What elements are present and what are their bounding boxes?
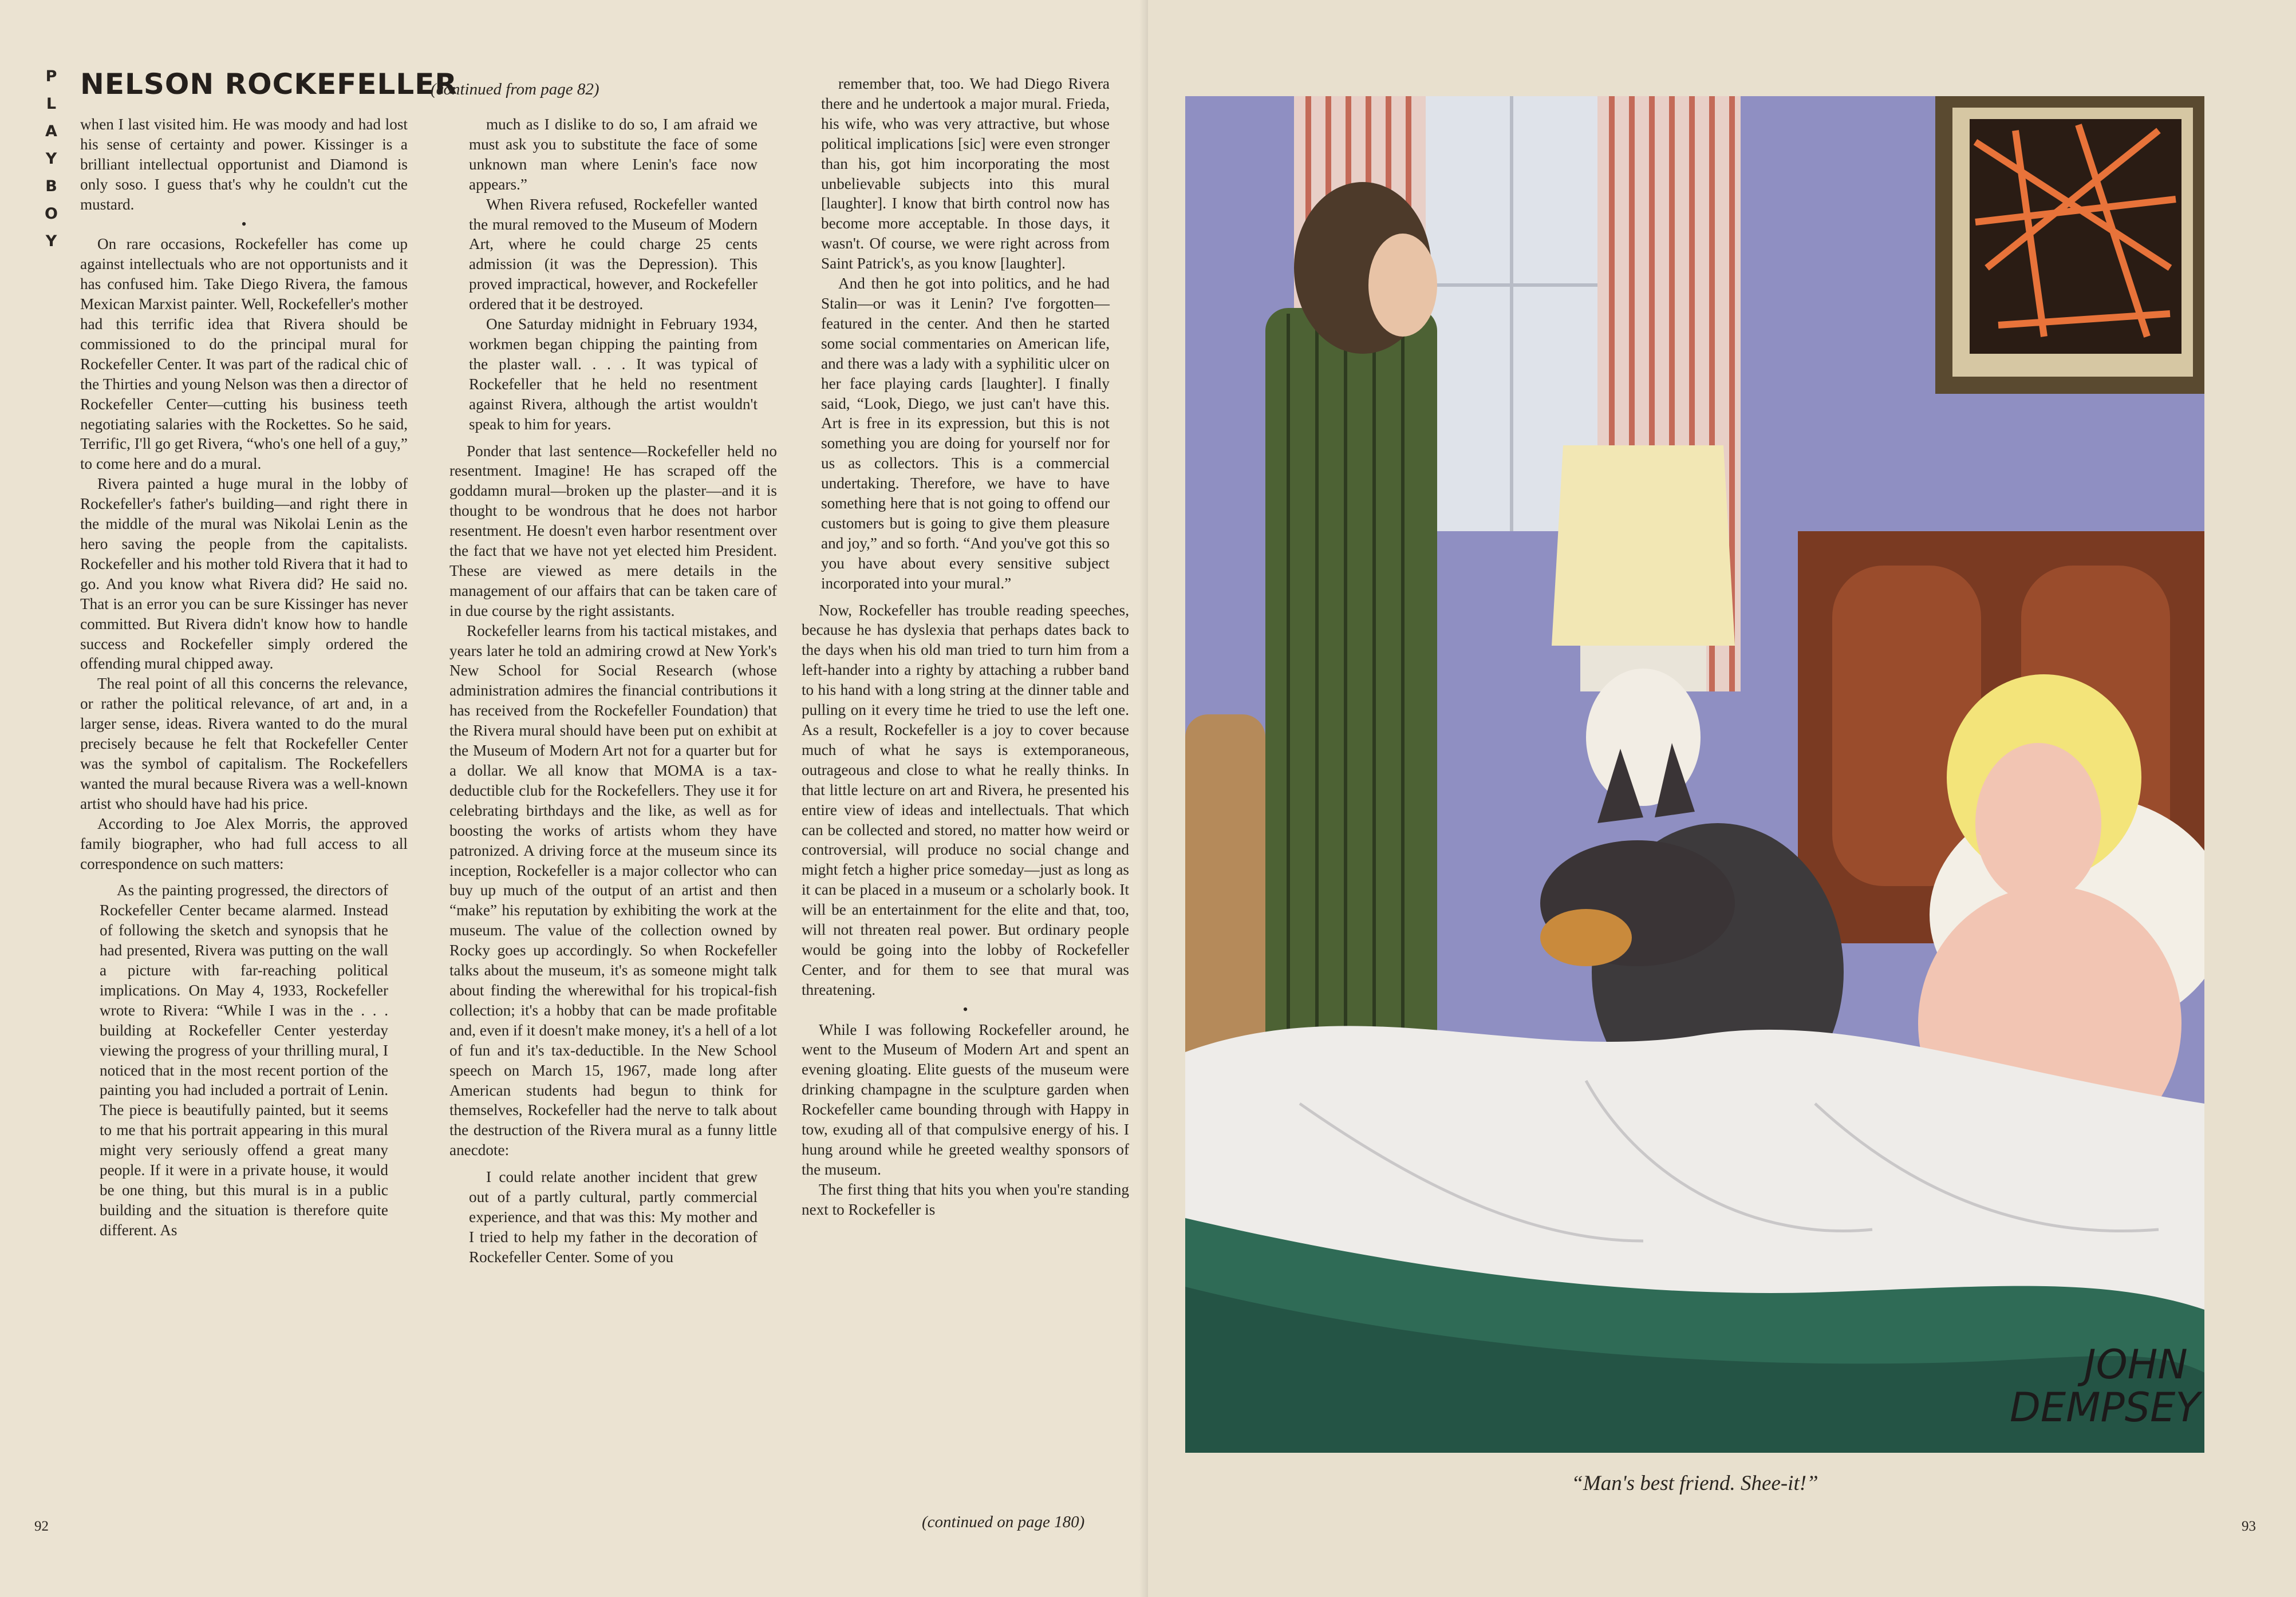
paragraph: Now, Rockefeller has trouble reading speeches, because he has dyslexia that perhaps dates back to the days when his old man tried to turn him from a left-hander into a righty by attaching a rubber band to his hand with a long string at the dinner table and pulling on it every time he tried to use the left one. As a result, Rockefeller is a joy to cover because much of what he says is extemporaneous, outrageous and close to what he really thinks. In that little lecture on art and Rivera, he presented his entire view of ideas and intellectuals. That which can be collected and stored, no matter how weird or controversial, will produce no social change and might fetch a higher price someday—just as long as it can be placed in a museum or a scholarly book. It will be an entertainment for the elite and that, too, will not threaten real power. But ordinary people would be going into the lobby of Rockefeller Center, and for them to see that mural was threatening. (802, 601, 1129, 998)
block-quote: much as I dislike to do so, I am afraid we must ask you to substitute the face of some unknown man where Lenin's face now appears.” (469, 116, 758, 193)
paragraph: Ponder that last sentence—Rockefeller held no resentment. Imagine! He has scraped off the goddamn mural—broken up the plaster—and it is thought to be wondrous that he does not harbor resentment. He doesn't even harbor resentment over the fact that we have not yet elected him President. These are viewed as mere details in the management of our affairs that can be taken care of in due course by the right assistants. (449, 442, 777, 619)
continued-from-note: (continued from page 82) (431, 80, 599, 98)
block-quote: When Rivera refused, Rockefeller wanted the mural removed to the Museum of Modern Art, where he could charge 25 cents admission (it was the Depression). This proved impractical, however, and Rockefeller ordered that it be destroyed. (469, 195, 758, 313)
paragraph: The first thing that hits you when you're standing next to Rockefeller is (802, 1180, 1129, 1218)
page-number-left: 92 (34, 1519, 49, 1534)
cartoon-caption: “Man's best friend. Shee-it!” (1571, 1472, 1818, 1495)
text-column-2 (449, 114, 777, 1267)
section-separator: • (962, 1001, 968, 1018)
masthead: PLAYBOY (42, 68, 60, 260)
cartoon-drawing (1185, 96, 2204, 1453)
man-in-suit (1265, 308, 1437, 1098)
paragraph: Rockefeller learns from his tactical mistakes, and years later he told an admiring crowd at New York's New School for Social Research (whose administration admires the financial contributions it has received from the Rockefeller Foundation) that the Rivera mural should have been put on exhibit at the Museum of Modern Art not for a quarter but for a dollar. We all know that MOMA is a tax-deductible club for the Rockefellers. They use it for celebrating birthdays and the like, as well as for boosting the works of artists whom they have patronized. A driving force at the museum since its inception, Rockefeller is a major collector who can buy up much of the output of an artist and then “make” his reputation by exhibiting the work at the museum. The value of the collection owned by Rocky goes up accordingly. So when Rockefeller talks about the museum, it's as someone might talk about finding the wherewithal for his tropical-fish collection; it's a hobby that can be made profitable and, even if it doesn't make money, it's a hell of a lot of fun and it's tax-deductible. In the New School speech on March 15, 1967, made long after American students had begun to think for themselves, Rockefeller had the nerve to talk about the destruction of the Rivera mural as a funny little anecdote: (449, 622, 777, 1159)
text-column-3 (802, 74, 1129, 1220)
article-headline: NELSON ROCKEFELLER (80, 68, 457, 101)
paragraph: While I was following Rockefeller around, he went to the Museum of Modern Art and spent an evening gloating. Elite guests of the museum were drinking champagne in the sculpture garden when Rockefeller came bounding through with Happy in tow, exuding all of that compulsive energy of his. I hung around while he greeted wealthy sponsors of the museum. (802, 1021, 1129, 1178)
paragraph: On rare occasions, Rockefeller has come up against intellectuals who are not opportunists and it has confused him. Take Diego Rivera, the famous Mexican Marxist painter. Well, Rockefeller's mother had this terrific idea that Rivera should be commissioned to do the principal mural for Rockefeller Center. It was part of the radical chic of the Thirties and young Nelson was then a director of Rockefeller Center—cutting his business teeth negotiating salaries with the Rockettes. So he said, Terrific, I'll go get Rivera, “who's one hell of a guy,” to come here and do a mural. (80, 235, 408, 473)
block-quote: I could relate another incident that grew out of a partly cultural, partly commercial experience, and that was this: My mother and I tried to help my father in the decoration of Rockefeller Center. Some of you (469, 1168, 758, 1266)
artist-signature-line1: JOHN (2084, 1341, 2188, 1388)
cartoon-illustration (1185, 96, 2204, 1453)
block-quote: As the painting progressed, the directors of Rockefeller Center became alarmed. Instead of following the sketch and synopsis that he had presented, Rivera was putting on the wall a picture with far-reaching political implications. On May 4, 1933, Rockefeller wrote to Rivera: “While I was in the . . . building at Rockefeller Center yesterday viewing the progress of your thrilling mural, I noticed that in the most recent portion of the painting you had included a portrait of Lenin. The piece is beautifully painted, but it seems to me that his portrait appearing in this mural might very seriously offend a great many people. If it were in a private house, it would be one thing, but this mural is in a public building and the situation is therefore quite different. As (100, 881, 388, 1239)
paragraph: The real point of all this concerns the relevance, or rather the political relevance, of art and, in a larger sense, ideas. Rivera wanted to do the mural precisely because he felt that Rockefeller Center was the symbol of capitalism. The Rockefellers wanted the mural because Rivera was a well-known artist who should have had his price. (80, 675, 408, 812)
continued-on-note: (continued on page 180) (922, 1513, 1085, 1531)
block-quote: remember that, too. We had Diego Rivera there and he undertook a major mural. Frieda, his wife, who was very attractive, but whose political implications [sic] were even stronger than his, got him incorporating the most unbelievable subjects into this mural [laughter]. I know that birth control now has become more acceptable. In those days, it wasn't. Of course, we were right across from Saint Patrick's, as you know [laughter]. (821, 75, 1110, 272)
artist-signature-line2: DEMPSEY (2010, 1384, 2200, 1431)
lamp-shade (1552, 445, 1735, 646)
paragraph: According to Joe Alex Morris, the approved family biographer, who had full access to all correspondence on such matters: (80, 815, 408, 872)
block-quote: One Saturday midnight in February 1934, workmen began chipping the painting from the plaster wall. . . . It was typical of Rockefeller that he held no resentment against Rivera, although the artist wouldn't speak to him for years. (469, 315, 758, 433)
paragraph: Rivera painted a huge mural in the lobby of Rockefeller's father's building—and right there in the middle of the mural was Nikolai Lenin as the hero saving the people from the capitalists. Rockefeller and his mother told Rivera that it had to go. And you know what Rivera did? He said no. That is an error you can be sure Kissinger has never committed. But Rivera didn't know how to handle success and Rockefeller simply ordered the offending mural chipped away. (80, 475, 408, 673)
text-column-1 (80, 114, 408, 1240)
page-number-right: 93 (2242, 1519, 2256, 1534)
section-separator: • (241, 215, 247, 232)
paragraph: when I last visited him. He was moody and had lost his sense of certainty and power. Kissinger is a brilliant intellectual opportunist and Diamond is only soso. I guess that's why he couldn't cut the mustard. (80, 116, 408, 213)
block-quote: And then he got into politics, and he had Stalin—or was it Lenin? I've forgotten—featured in the center. And then he started some social commentaries on American life, and there was a lady with a syphilitic ulcer on her face playing cards [laughter]. I finally said, “Look, Diego, we just can't have this. Art is free in its expression, but this is not something you are doing for yourself nor for us as collectors. This is a commercial undertaking. Therefore, we have to have something here that is not going to offend our customers but is going to give them pleasure and joy,” and so forth. “And you've got this so you have about every sensitive subject incorporated into your mural.” (821, 275, 1110, 592)
